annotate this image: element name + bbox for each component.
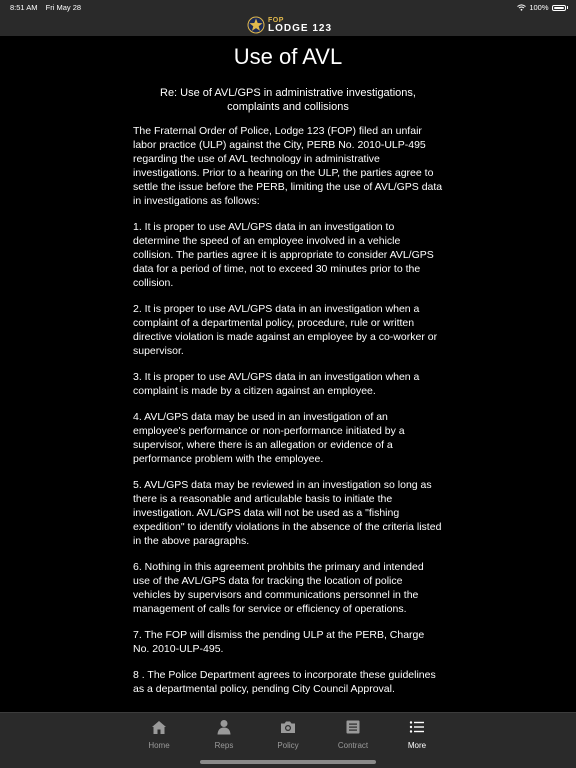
document-icon xyxy=(344,719,362,735)
tab-more[interactable] xyxy=(387,719,447,750)
clause-3: 3. It is proper to use AVL/GPS data in an investigation when a complaint is made by a citizen against an employee. xyxy=(133,371,420,397)
fop-logo xyxy=(247,15,332,35)
clause-6: 6. Nothing in this agreement prohbits the primary and intended use of the AVL/GPS data for tracking the location of police vehicles by supervisors and communications personnel in the management of calls for service or efficiency of operations. xyxy=(133,561,424,615)
tab-reps[interactable] xyxy=(194,719,254,750)
tab-home[interactable] xyxy=(129,719,189,750)
tab-home-label: Home xyxy=(148,741,170,750)
battery-percent: 100% xyxy=(529,3,549,12)
tab-policy[interactable] xyxy=(258,719,318,750)
wifi-icon xyxy=(517,4,526,11)
status-date: Fri May 28 xyxy=(45,3,82,12)
battery-tip xyxy=(567,6,569,9)
list-icon xyxy=(408,719,426,735)
home-indicator[interactable] xyxy=(200,760,376,764)
clause-1: 1. It is proper to use AVL/GPS data in an investigation to determine the speed of an employee involved in a vehicle collision. The parties agree it is appropriate to consider AVL/GPS data for a period of time, not to exceed 30 minutes prior to the collision. xyxy=(133,221,434,289)
clause-4: 4. AVL/GPS data may be used in an investigation of an employee's performance or non-performance initiated by a supervisor, where there is an allegation or evidence of a performance problem with the employee. xyxy=(133,411,405,465)
document-body xyxy=(133,124,443,708)
app-header xyxy=(0,14,576,36)
logo-fop-text: FOP xyxy=(268,16,284,24)
logo-lodge-text: LODGE 123 xyxy=(268,22,333,34)
person-icon xyxy=(215,719,233,735)
camera-icon xyxy=(279,719,297,735)
status-bar xyxy=(0,0,576,14)
tab-reps-label: Reps xyxy=(214,741,234,750)
tab-policy-label: Policy xyxy=(277,741,299,750)
home-icon xyxy=(150,719,168,735)
tab-contract-label: Contract xyxy=(337,741,369,750)
status-right xyxy=(517,3,568,12)
clause-5: 5. AVL/GPS data may be reviewed in an investigation so long as there is a reasonable and articulable basis to initiate the investigation. AVL/GPS data will not be used as a "fishing expedition" to identify violations in the absence of the criteria listed in the above paragraphs. xyxy=(133,479,442,547)
page-title: Use of AVL xyxy=(233,44,343,69)
intro-paragraph: The Fraternal Order of Police, Lodge 123 (FOP) filed an unfair labor practice (ULP) against the City, PERB No. 2010-ULP-495 regarding the use of AVL technology in administrative investigations. Prior to a hearing on the ULP, the parties agree to settle the issue before the PERB, limiting the use of AVL/GPS data in investigations as follows: xyxy=(133,125,443,207)
logo-text xyxy=(268,17,332,34)
clause-7: 7. The FOP will dismiss the pending ULP at the PERB, Charge No. 2010-ULP-495. xyxy=(133,629,425,655)
page-subtitle: Re: Use of AVL/GPS in administrative investigations, complaints and collisions xyxy=(160,87,416,113)
tab-more-label: More xyxy=(407,741,427,750)
status-time: 8:51 AM xyxy=(10,3,38,12)
battery-icon xyxy=(552,5,566,11)
status-left xyxy=(10,3,87,12)
clause-2: 2. It is proper to use AVL/GPS data in an investigation when a complaint of a departmental policy, procedure, rule or written directive violation is made against an employee by a co-worker or supervisor. xyxy=(133,303,438,357)
star-badge-icon xyxy=(247,16,265,34)
tab-contract[interactable] xyxy=(323,719,383,750)
content-scroll-area[interactable] xyxy=(0,36,576,712)
clause-8: 8 . The Police Department agrees to incorporate these guidelines as a departmental policy, pending City Council Approval. xyxy=(133,669,436,695)
